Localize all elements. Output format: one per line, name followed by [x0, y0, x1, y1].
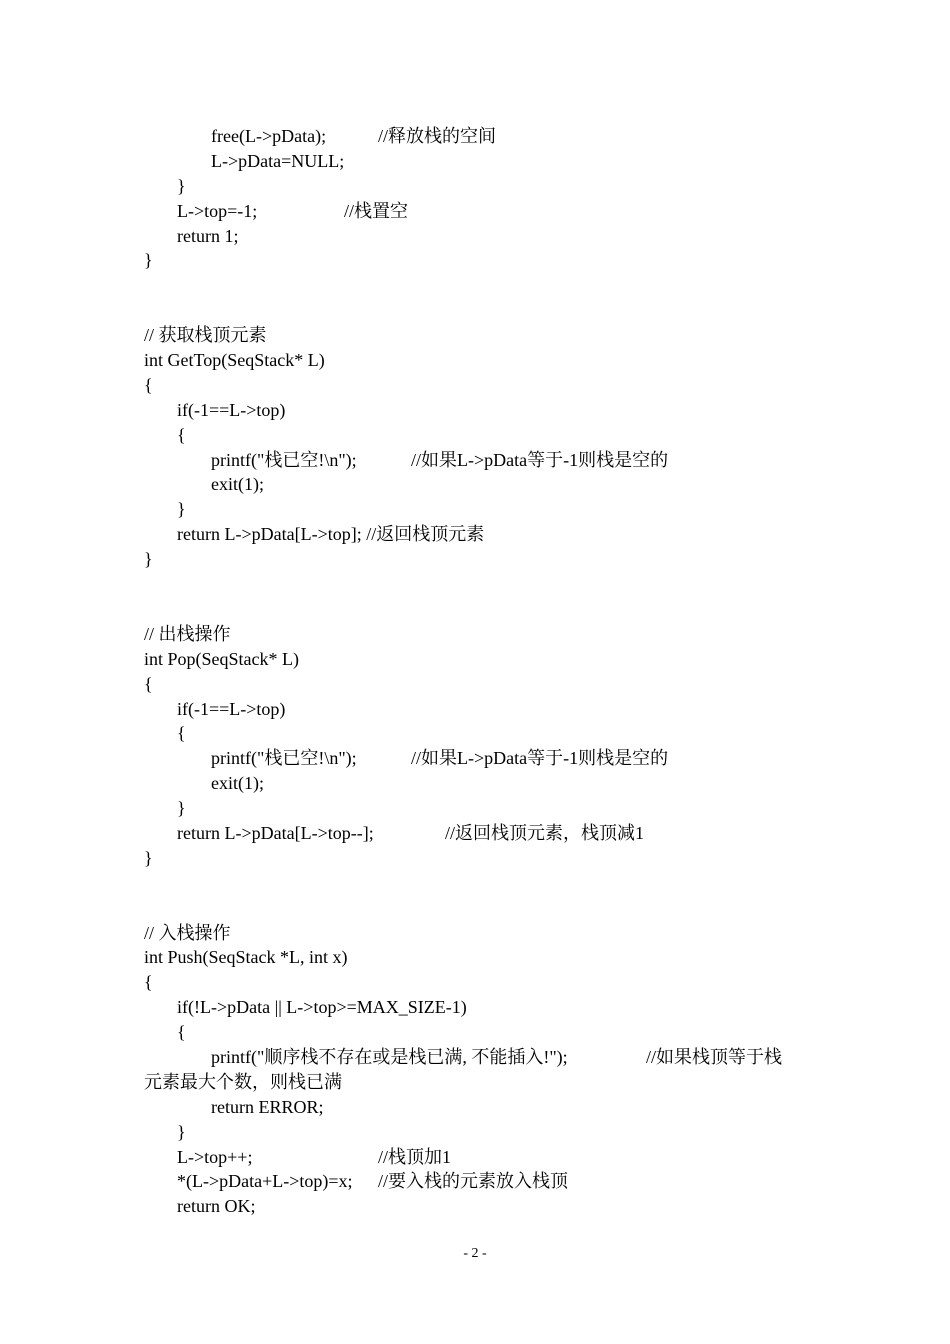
code-text: if(-1==L->top) [177, 399, 286, 420]
code-line [144, 497, 824, 522]
function-signature: int Pop(SeqStack* L) [144, 648, 299, 669]
code-line [144, 124, 824, 149]
code-line [144, 1095, 824, 1120]
code-text: return L->pData[L->top]; //返回栈顶元素 [177, 524, 485, 545]
code-line [144, 721, 824, 746]
code-line [144, 821, 824, 846]
code-listing [144, 124, 824, 1219]
code-text: { [144, 972, 153, 993]
code-line [144, 970, 824, 995]
code-text: } [144, 847, 153, 868]
code-text: { [177, 1022, 186, 1043]
code-text: } [177, 1121, 186, 1142]
code-text: return ERROR; [211, 1096, 324, 1117]
blank-gap [144, 871, 824, 921]
code-text: } [144, 549, 153, 570]
code-line [144, 1045, 824, 1070]
code-text: L->pData=NULL; [211, 150, 345, 171]
code-text: if(!L->pData || L->top>=MAX_SIZE-1) [177, 997, 467, 1018]
code-comment: //如果栈顶等于栈 [646, 1047, 783, 1067]
code-line [144, 448, 824, 473]
code-text: printf("栈已空!\n"); [211, 748, 357, 769]
code-comment: //如果L->pData等于-1则栈是空的 [411, 748, 669, 769]
code-text: { [144, 673, 153, 694]
code-comment: //如果L->pData等于-1则栈是空的 [411, 449, 669, 470]
code-line [144, 1194, 824, 1219]
code-line [144, 1145, 824, 1170]
function-signature: int Push(SeqStack *L, int x) [144, 947, 348, 968]
code-line [144, 398, 824, 423]
code-line [144, 323, 824, 348]
code-line [144, 199, 824, 224]
code-line [144, 547, 824, 572]
section-comment: // 出栈操作 [144, 623, 231, 644]
code-line [144, 771, 824, 796]
code-line [144, 995, 824, 1020]
code-line [144, 672, 824, 697]
code-line [144, 1169, 824, 1194]
code-line [144, 746, 824, 771]
code-line [144, 224, 824, 249]
code-line [144, 697, 824, 722]
code-comment: //释放栈的空间 [378, 126, 497, 146]
code-line [144, 174, 824, 199]
code-comment-wrap: 元素最大个数，则栈已满 [144, 1071, 342, 1092]
code-text: return OK; [177, 1196, 256, 1217]
code-line [144, 846, 824, 871]
code-text: L->top=-1; [177, 200, 258, 221]
code-text: exit(1); [211, 474, 264, 495]
code-line [144, 945, 824, 970]
code-text: return 1; [177, 225, 239, 246]
code-line [144, 472, 824, 497]
blank-gap [144, 572, 824, 622]
code-text: } [177, 499, 186, 520]
code-line [144, 423, 824, 448]
code-line [144, 921, 824, 946]
code-line [144, 522, 824, 547]
code-line [144, 1020, 824, 1045]
code-text: return L->pData[L->top--]; [177, 822, 374, 843]
code-line [144, 373, 824, 398]
code-line [144, 248, 824, 273]
code-line [144, 796, 824, 821]
code-text: L->top++; [177, 1146, 253, 1167]
code-line [144, 348, 824, 373]
code-comment: //要入栈的元素放入栈顶 [378, 1171, 569, 1192]
code-comment: //返回栈顶元素，栈顶减1 [445, 822, 645, 843]
code-text: if(-1==L->top) [177, 698, 286, 719]
code-text: *(L->pData+L->top)=x; [177, 1171, 353, 1192]
code-text: { [177, 723, 186, 744]
code-text: { [177, 424, 186, 445]
code-line [144, 149, 824, 174]
code-text: free(L->pData); [211, 126, 327, 146]
section-comment: // 入栈操作 [144, 922, 231, 943]
code-text: printf("顺序栈不存在或是栈已满, 不能插入!"); [211, 1047, 568, 1067]
code-text: } [177, 175, 186, 196]
function-signature: int GetTop(SeqStack* L) [144, 350, 325, 371]
section-comment: // 获取栈顶元素 [144, 325, 267, 346]
blank-gap [144, 273, 824, 323]
code-line [144, 647, 824, 672]
code-line [144, 1070, 824, 1095]
code-line [144, 1120, 824, 1145]
code-line [144, 622, 824, 647]
code-comment: //栈置空 [344, 200, 409, 221]
code-text: } [177, 798, 186, 819]
code-text: { [144, 374, 153, 395]
code-text: } [144, 250, 153, 271]
code-text: printf("栈已空!\n"); [211, 449, 357, 470]
code-comment: //栈顶加1 [378, 1146, 452, 1167]
page-number: - 2 - [463, 1246, 487, 1261]
code-text: exit(1); [211, 773, 264, 794]
